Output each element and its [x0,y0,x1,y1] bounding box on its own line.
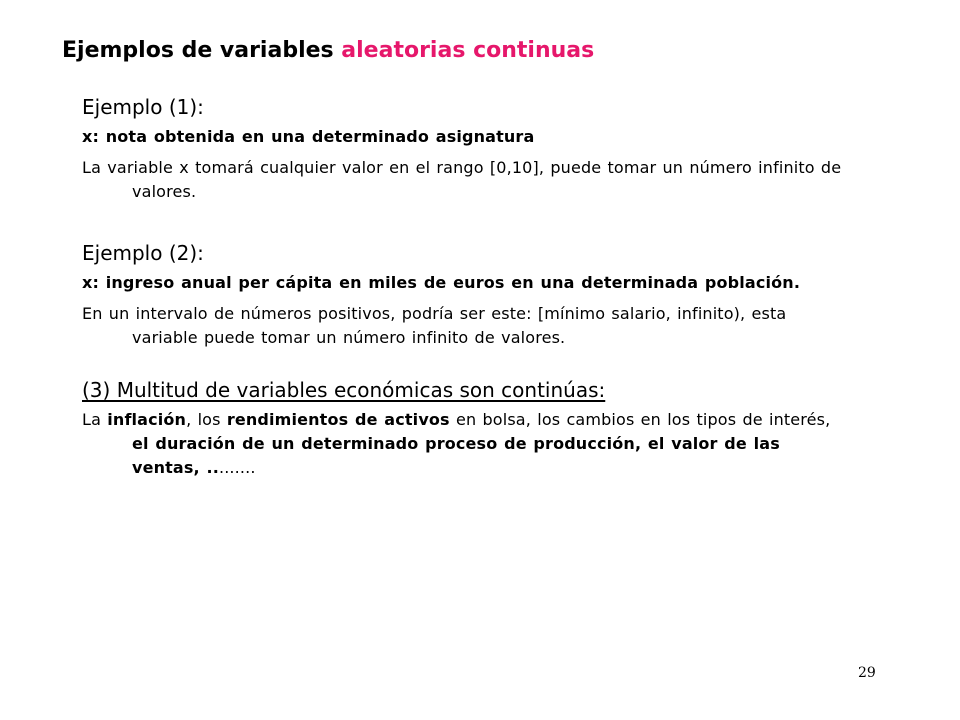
slide-title [62,34,594,68]
example-3-heading: (3) Multitud de variables económicas son continúas: [82,378,606,402]
example-3-text-4: ....... [218,458,256,477]
example-1 [82,93,852,204]
example-3 [82,376,852,480]
section-spacer [82,211,852,239]
example-3-text-3: en bolsa, los cambios en los tipos de interés, [449,410,831,429]
example-2 [82,239,852,350]
example-2-definition: x: ingreso anual per cápita en miles de euros en una determinada población. [82,273,801,292]
example-2-heading: Ejemplo (2): [82,241,204,265]
example-2-description: En un intervalo de números positivos, podría ser este: [mínimo salario, infinito), esta variable puede tomar un número infinito de valores. [82,304,787,347]
example-3-description [82,408,852,480]
title-prefix: Ejemplos de variables [62,38,342,63]
title-accent: aleatorias continuas [341,38,595,63]
example-3-text-2: , los [186,410,227,429]
example-3-bold-3: el duración de un determinado proceso de producción, el valor de las ventas, .. [132,434,780,477]
example-1-description: La variable x tomará cualquier valor en el rango [0,10], puede tomar un número infinito de valores. [82,158,842,201]
example-3-bold-2: rendimientos de activos [226,410,450,429]
page-number: 29 [858,665,876,681]
example-1-heading: Ejemplo (1): [82,95,204,119]
example-3-text-1: La [82,410,108,429]
example-3-bold-1: inflación [107,410,187,429]
example-1-definition: x: nota obtenida en una determinado asignatura [82,127,535,146]
slide-content [82,93,852,487]
section-spacer [82,357,852,376]
